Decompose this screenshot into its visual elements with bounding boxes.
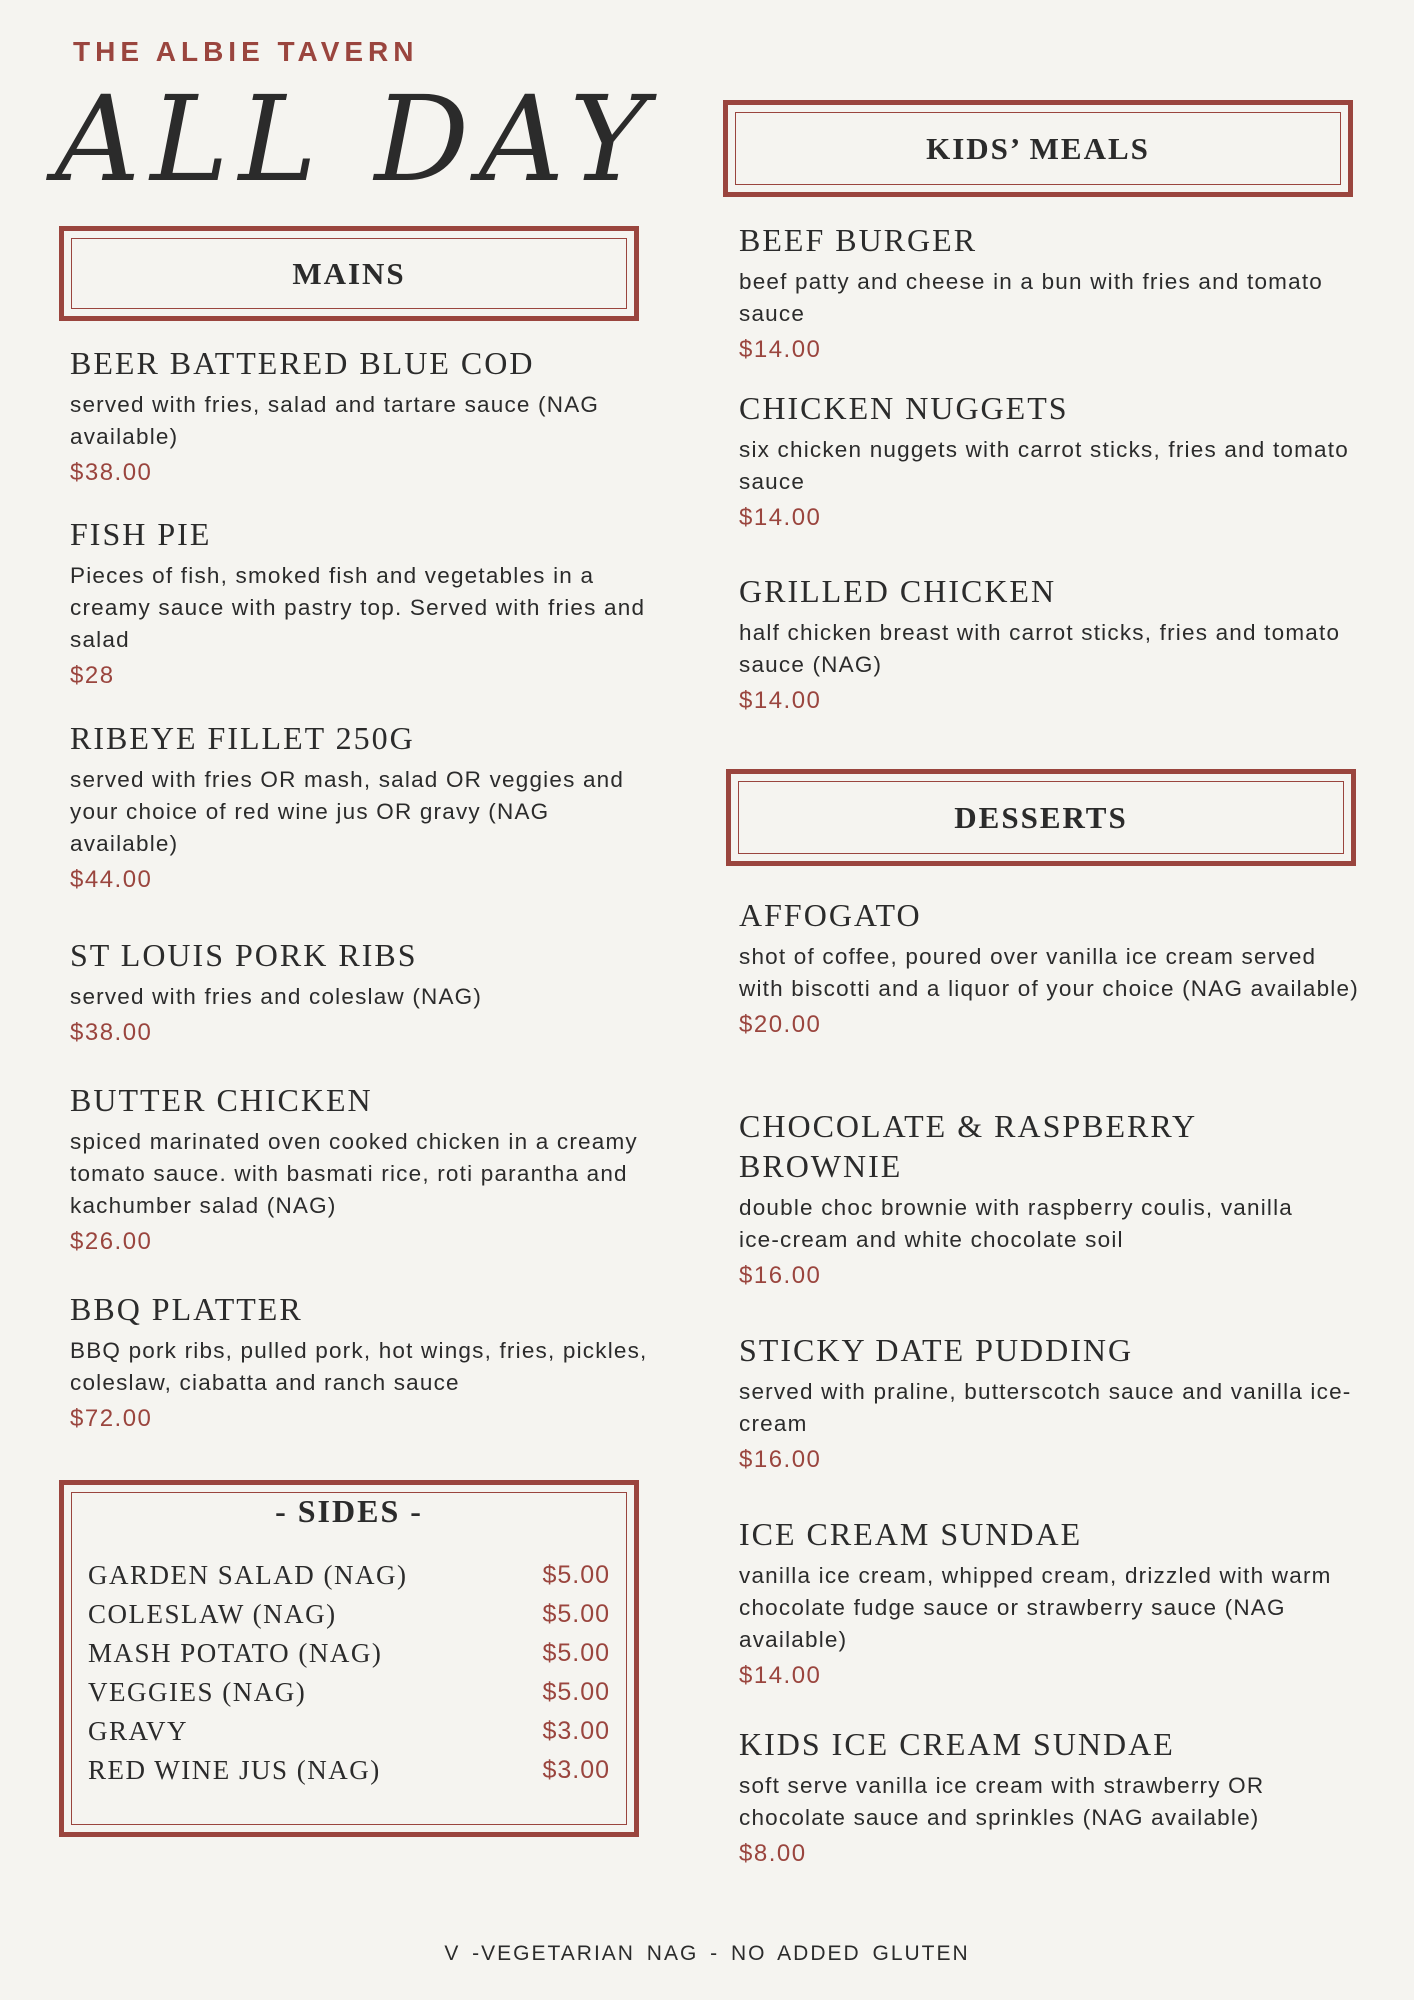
desserts-heading: DESSERTS xyxy=(738,781,1344,854)
menu-item xyxy=(739,1106,1299,1290)
side-row xyxy=(88,1713,610,1749)
item-price: $28 xyxy=(70,662,115,689)
menu-item xyxy=(739,388,1359,532)
side-row xyxy=(88,1635,610,1671)
item-name: BEER BATTERED BLUE COD xyxy=(70,345,535,381)
item-description: double choc brownie with raspberry coulis, vanilla ice-cream and white chocolate soil xyxy=(739,1195,1294,1252)
kids-heading: KIDS’ MEALS xyxy=(735,112,1341,185)
item-description: spiced marinated oven cooked chicken in a creamy tomato sauce. with basmati rice, roti parantha and kachumber salad (NAG) xyxy=(70,1129,638,1218)
menu-title: ALL DAY xyxy=(55,70,658,208)
item-price: $38.00 xyxy=(70,459,153,486)
item-name: RIBEYE FILLET 250G xyxy=(70,720,415,756)
item-description: served with praline, butterscotch sauce and vanilla ice-cream xyxy=(739,1379,1352,1436)
item-price: $16.00 xyxy=(739,1446,822,1473)
menu-item xyxy=(70,718,650,894)
item-name: ST LOUIS PORK RIBS xyxy=(70,937,418,973)
restaurant-name: THE ALBIE TAVERN xyxy=(73,36,419,67)
side-row xyxy=(88,1596,610,1632)
sides-heading: - SIDES - xyxy=(275,1493,423,1529)
item-description: half chicken breast with carrot sticks, fries and tomato sauce (NAG) xyxy=(739,620,1341,677)
item-name: STICKY DATE PUDDING xyxy=(739,1332,1134,1368)
side-price: $5.00 xyxy=(542,1677,610,1706)
side-price: $3.00 xyxy=(542,1755,610,1784)
item-description: BBQ pork ribs, pulled pork, hot wings, fries, pickles, coleslaw, ciabatta and ranch sauce xyxy=(70,1338,648,1395)
sides-box xyxy=(59,1480,639,1837)
item-description: vanilla ice cream, whipped cream, drizzled with warm chocolate fudge sauce or strawberry sauce (NAG available) xyxy=(739,1563,1332,1652)
menu-item xyxy=(70,514,650,690)
side-row xyxy=(88,1557,610,1593)
side-name: VEGGIES (NAG) xyxy=(88,1676,307,1707)
item-price: $16.00 xyxy=(739,1262,822,1289)
menu-item xyxy=(70,1080,650,1256)
item-name: BUTTER CHICKEN xyxy=(70,1082,373,1118)
item-description: Pieces of fish, smoked fish and vegetables in a creamy sauce with pastry top. Served with fries and salad xyxy=(70,563,646,652)
menu-item xyxy=(739,1514,1359,1690)
item-name: CHOCOLATE & RASPBERRY BROWNIE xyxy=(739,1108,1196,1184)
item-description: served with fries and coleslaw (NAG) xyxy=(70,984,483,1009)
item-price: $14.00 xyxy=(739,336,822,363)
side-name: GRAVY xyxy=(88,1715,189,1746)
item-description: served with fries, salad and tartare sauce (NAG available) xyxy=(70,392,600,449)
item-name: FISH PIE xyxy=(70,516,212,552)
side-price: $5.00 xyxy=(542,1560,610,1589)
menu-item xyxy=(739,571,1359,715)
item-name: KIDS ICE CREAM SUNDAE xyxy=(739,1726,1175,1762)
desserts-heading-box xyxy=(726,769,1356,866)
menu-item xyxy=(70,343,650,487)
item-price: $72.00 xyxy=(70,1405,153,1432)
side-price: $3.00 xyxy=(542,1716,610,1745)
side-name: RED WINE JUS (NAG) xyxy=(88,1754,381,1785)
item-price: $8.00 xyxy=(739,1840,807,1867)
item-price: $44.00 xyxy=(70,866,153,893)
item-description: beef patty and cheese in a bun with fries and tomato sauce xyxy=(739,269,1323,326)
side-row xyxy=(88,1752,610,1788)
menu-item xyxy=(739,220,1359,364)
side-name: GARDEN SALAD (NAG) xyxy=(88,1559,408,1590)
item-price: $14.00 xyxy=(739,1662,822,1689)
item-description: served with fries OR mash, salad OR veggies and your choice of red wine jus OR gravy (NAG available) xyxy=(70,767,625,856)
item-name: BEEF BURGER xyxy=(739,222,978,258)
item-name: CHICKEN NUGGETS xyxy=(739,390,1069,426)
menu-item xyxy=(739,1330,1359,1474)
side-name: COLESLAW (NAG) xyxy=(88,1598,337,1629)
item-price: $38.00 xyxy=(70,1019,153,1046)
menu-item xyxy=(70,935,650,1047)
item-name: GRILLED CHICKEN xyxy=(739,573,1057,609)
item-description: shot of coffee, poured over vanilla ice cream served with biscotti and a liquor of your choice (NAG available) xyxy=(739,944,1359,1001)
item-price: $20.00 xyxy=(739,1011,822,1038)
item-description: soft serve vanilla ice cream with strawberry OR chocolate sauce and sprinkles (NAG available) xyxy=(739,1773,1265,1830)
side-price: $5.00 xyxy=(542,1599,610,1628)
item-price: $14.00 xyxy=(739,504,822,531)
menu-item xyxy=(739,1724,1359,1868)
item-price: $26.00 xyxy=(70,1228,153,1255)
menu-item xyxy=(739,895,1359,1039)
menu-item xyxy=(70,1289,650,1433)
item-name: BBQ PLATTER xyxy=(70,1291,303,1327)
right-list xyxy=(739,0,1359,2000)
side-name: MASH POTATO (NAG) xyxy=(88,1637,383,1668)
item-price: $14.00 xyxy=(739,687,822,714)
mains-heading: MAINS xyxy=(71,238,627,309)
side-price: $5.00 xyxy=(542,1638,610,1667)
item-name: AFFOGATO xyxy=(739,897,922,933)
item-name: ICE CREAM SUNDAE xyxy=(739,1516,1083,1552)
item-description: six chicken nuggets with carrot sticks, fries and tomato sauce xyxy=(739,437,1349,494)
side-row xyxy=(88,1674,610,1710)
dietary-legend: V -VEGETARIAN NAG - NO ADDED GLUTEN xyxy=(444,1942,970,1965)
